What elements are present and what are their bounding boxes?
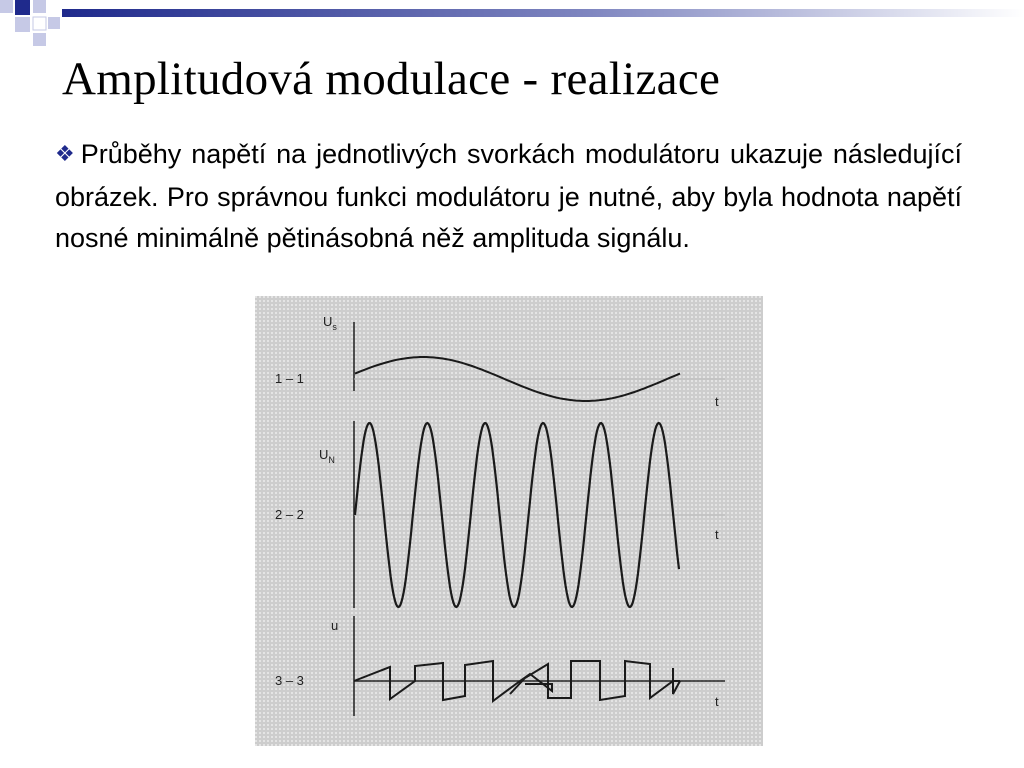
diamond-bullet-icon: ❖ [55,141,75,166]
figure-background [255,296,763,746]
t-label-3: t [715,694,719,709]
row-label-2: 2 – 2 [275,507,304,522]
deco-square [0,0,13,13]
deco-square [15,0,30,15]
paragraph-text: Průběhy napětí na jednotlivých svorkách modulátoru ukazuje následující obrázek. Pro správnou funkci modulátoru je nutné, aby byla hodnota napětí nosné minimálně pětinásobná něž amplituda signálu. [55,139,962,253]
slide-title: Amplitudová modulace - realizace [62,53,721,105]
deco-square [33,33,46,46]
deco-square [33,17,46,30]
waveform-figure [255,296,763,746]
header-decoration [0,0,1024,60]
deco-square [48,0,60,14]
t-label-2: t [715,527,719,542]
deco-square [48,17,60,29]
bullet-paragraph [55,134,962,260]
y-label-2: $U_N$ [319,447,335,465]
deco-square [15,17,30,32]
t-label-1: t [715,394,719,409]
y-label-1: $U_s$ [323,314,337,332]
y-label-3: u [331,618,339,633]
deco-square [33,0,46,13]
row-label-1: 1 – 1 [275,371,304,386]
row-label-3: 3 – 3 [275,673,304,688]
header-gradient-bar [62,9,1024,17]
